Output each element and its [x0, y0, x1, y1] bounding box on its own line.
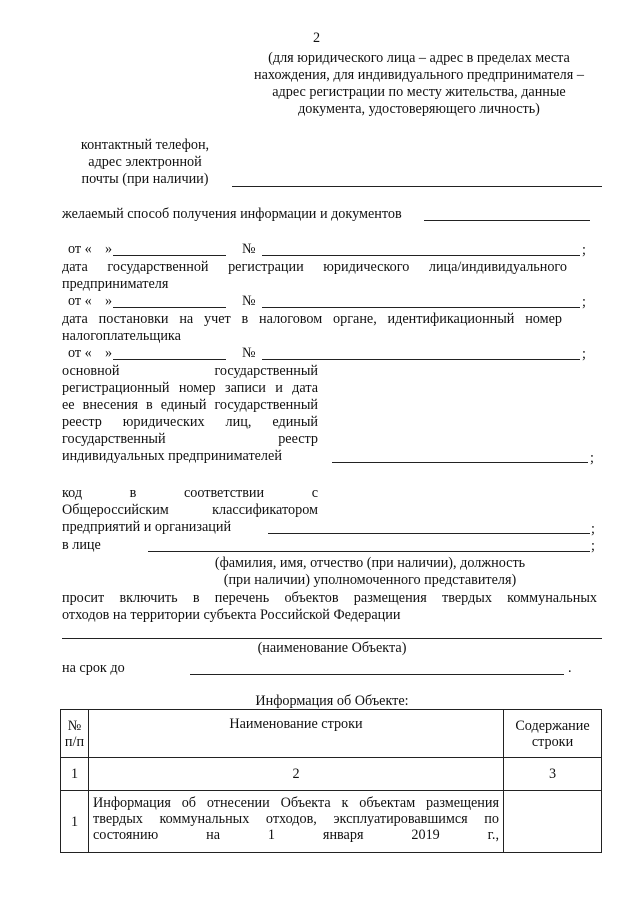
- number-field-line: [262, 359, 580, 360]
- state-registration-line-1: дата государственной регистрации юридического лица/индивидуального: [62, 259, 567, 275]
- row-name: [89, 791, 504, 853]
- date-close: »: [105, 241, 113, 257]
- semicolon: ;: [582, 346, 586, 362]
- row-name-line-1: Информация об отнесении Объекта к объектам размещения: [93, 795, 499, 811]
- applicant-note-line-1: (для юридического лица – адрес в пределах места: [268, 50, 570, 66]
- header-content-text: Содержание строки: [515, 717, 590, 750]
- header-content: [504, 710, 602, 758]
- contact-label-line-1: контактный телефон,: [80, 137, 210, 153]
- date-prefix: от «: [68, 241, 92, 257]
- request-line-1: просит включить в перечень объектов размещения твердых коммунальных: [62, 590, 597, 606]
- row-name-line-2: твердых коммунальных отходов, эксплуатировавшимся по: [93, 811, 499, 827]
- number-sign: №: [242, 293, 256, 309]
- row-content: [504, 791, 602, 853]
- semicolon: ;: [582, 294, 586, 310]
- ogrn-line-1: основной государственный: [62, 363, 318, 379]
- contact-label-line-2: адрес электронной: [88, 154, 202, 170]
- date-prefix: от «: [68, 293, 92, 309]
- row-number: 1: [61, 791, 89, 853]
- delivery-method-label: желаемый способ получения информации и документов: [62, 206, 402, 222]
- ogrn-field-line: [332, 462, 588, 463]
- semicolon: ;: [582, 242, 586, 258]
- numbering-cell: 3: [504, 758, 602, 791]
- person-note-line-1: (фамилия, имя, отчество (при наличии), должность: [214, 555, 526, 571]
- tax-registration-line-1: дата постановки на учет в налоговом органе, идентификационный номер: [62, 311, 562, 327]
- contact-label-line-3: почты (при наличии): [81, 171, 209, 187]
- period: .: [568, 660, 572, 676]
- info-title: Информация об Объекте:: [255, 693, 409, 709]
- semicolon: ;: [591, 538, 595, 554]
- row-name-line-3: состоянию на 1 января 2019 г.,: [93, 827, 499, 843]
- tax-registration-line-2: налогоплательщика: [62, 328, 181, 344]
- header-number: [61, 710, 89, 758]
- delivery-method-line: [424, 220, 590, 221]
- request-line-2: отходов на территории субъекта Российской Федерации: [62, 607, 401, 623]
- contact-field-line: [232, 186, 602, 187]
- date-close: »: [105, 293, 113, 309]
- table-row: [61, 791, 602, 853]
- okpo-line-2: Общероссийским классификатором: [62, 502, 318, 518]
- person-note-line-2: (при наличии) уполномоченного представителя): [223, 572, 517, 588]
- okpo-field-line: [268, 533, 590, 534]
- person-label: в лице: [62, 537, 101, 553]
- applicant-note-line-4: документа, удостоверяющего личность): [298, 101, 540, 117]
- semicolon: ;: [590, 450, 594, 466]
- number-sign: №: [242, 241, 256, 257]
- table-header-row: [61, 710, 602, 758]
- header-name-text: Наименование строки: [229, 716, 363, 732]
- page-number: 2: [313, 30, 321, 46]
- number-sign: №: [242, 345, 256, 361]
- date-field-line: [113, 307, 226, 308]
- table-numbering-row: [61, 758, 602, 791]
- header-name: [89, 710, 504, 758]
- object-info-table: [60, 709, 602, 853]
- numbering-cell: 2: [89, 758, 504, 791]
- ogrn-line-3: ее внесения в единый государственный: [62, 397, 318, 413]
- term-label: на срок до: [62, 660, 125, 676]
- term-field-line: [190, 674, 564, 675]
- ogrn-line-2: регистрационный номер записи и дата: [62, 380, 318, 396]
- state-registration-line-2: предпринимателя: [62, 276, 169, 292]
- person-field-line: [148, 551, 590, 552]
- number-field-line: [262, 307, 580, 308]
- date-close: »: [105, 345, 113, 361]
- semicolon: ;: [591, 521, 595, 537]
- okpo-line-3: предприятий и организаций: [62, 519, 232, 535]
- object-name-line: [62, 638, 602, 639]
- numbering-cell: 1: [61, 758, 89, 791]
- applicant-note-line-3: адрес регистрации по месту жительства, данные: [272, 84, 566, 100]
- object-name-note: (наименование Объекта): [257, 640, 407, 656]
- header-number-text: № п/п: [64, 717, 85, 750]
- date-prefix: от «: [68, 345, 92, 361]
- ogrn-line-6: индивидуальных предпринимателей: [62, 448, 282, 464]
- number-field-line: [262, 255, 580, 256]
- date-field-line: [113, 255, 226, 256]
- ogrn-line-5: государственный реестр: [62, 431, 318, 447]
- okpo-line-1: код в соответствии с: [62, 485, 318, 501]
- ogrn-line-4: реестр юридических лиц, единый: [62, 414, 318, 430]
- applicant-note-line-2: нахождения, для индивидуального предпринимателя –: [254, 67, 584, 83]
- date-field-line: [113, 359, 226, 360]
